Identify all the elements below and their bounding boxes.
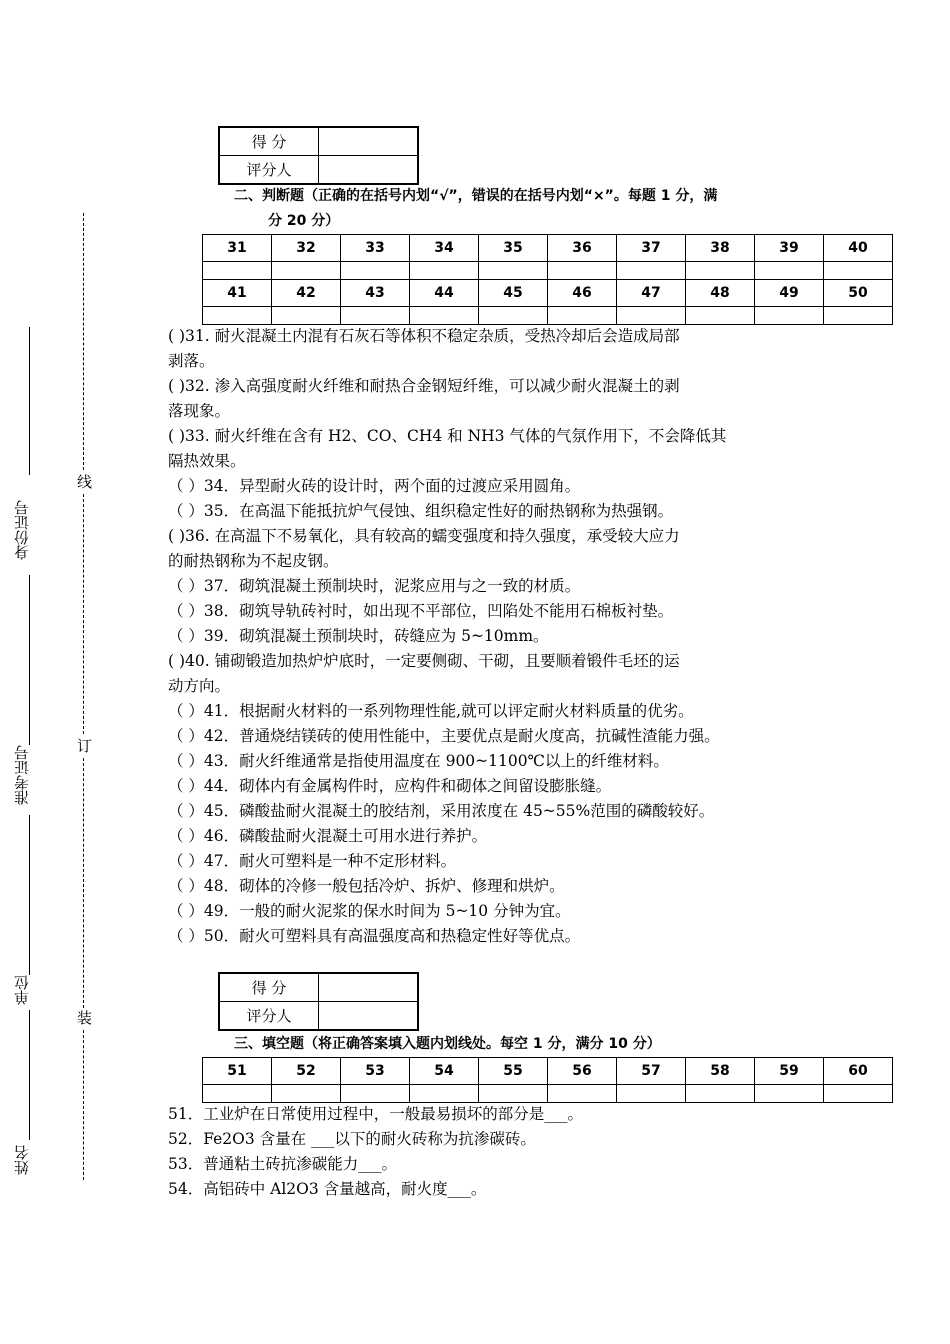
grid-number-cell: 34: [410, 235, 479, 262]
binding-mark-ding: 订: [75, 738, 93, 753]
section2-title-line2: 分 20 分）: [268, 213, 340, 229]
question-line: 动方向。: [168, 677, 231, 695]
grid-number-cell: 43: [341, 280, 410, 307]
question-line: （ ）44．砌体内有金属构件时，应构件和砌体之间留设膨胀缝。: [168, 777, 612, 795]
question-line: 52．Fe2O3 含量在 ___以下的耐火砖称为抗渗碳砖。: [168, 1130, 536, 1148]
score-label: 得 分: [219, 973, 319, 1002]
grid-answer-cell[interactable]: [203, 262, 272, 280]
grid-number-cell: 47: [617, 280, 686, 307]
grid-answer-cell[interactable]: [617, 1085, 686, 1103]
grid-number-cell: 38: [686, 235, 755, 262]
score-input[interactable]: [319, 973, 419, 1002]
grid-answer-cell[interactable]: [341, 262, 410, 280]
question-line: （ ）35．在高温下能抵抗炉气侵蚀、组织稳定性好的耐热钢称为热强钢。: [168, 502, 674, 520]
grid-number-cell: 57: [617, 1058, 686, 1085]
section2-title-line1: 二、判断题（正确的在括号内划“√”，错误的在括号内划“×”。每题 1 分，满: [234, 188, 718, 204]
binding-line-top: [83, 213, 84, 470]
section2-title: [234, 184, 717, 234]
grid-number-cell: 41: [203, 280, 272, 307]
grid-answer-cell[interactable]: [824, 1085, 893, 1103]
question-line: （ ）47．耐火可塑料是一种不定形材料。: [168, 852, 457, 870]
question-line: 隔热效果。: [168, 452, 246, 470]
grid-number-cell: 42: [272, 280, 341, 307]
binding-mark-zhuang: 装: [75, 1010, 93, 1025]
grid-answer-cell[interactable]: [410, 1085, 479, 1103]
grid-answer-cell[interactable]: [479, 1085, 548, 1103]
grid-number-cell: 40: [824, 235, 893, 262]
grid-answer-cell[interactable]: [755, 307, 824, 325]
grid-answer-cell[interactable]: [686, 262, 755, 280]
grid-number-cell: 54: [410, 1058, 479, 1085]
question-line: ( )31. 耐火混凝土内混有石灰石等体积不稳定杂质，受热冷却后会造成局部: [168, 327, 680, 345]
answer-grid-section3: [202, 1057, 893, 1103]
grader-label: 评分人: [219, 156, 319, 185]
question-line: （ ）46．磷酸盐耐火混凝土可用水进行养护。: [168, 827, 488, 845]
score-box-section3: [218, 972, 419, 1031]
score-box-section2: [218, 126, 419, 185]
question-line: 53．普通粘土砖抗渗碳能力___。: [168, 1155, 397, 1173]
grid-number-cell: 45: [479, 280, 548, 307]
grid-answer-cell[interactable]: [341, 1085, 410, 1103]
question-line: （ ）50．耐火可塑料具有高温强度高和热稳定性好等优点。: [168, 927, 581, 945]
grid-number-cell: 48: [686, 280, 755, 307]
id-number-label: 身份证号: [13, 500, 31, 560]
question-line: ( )40. 铺砌锻造加热炉炉底时，一定要侧砌、干砌，且要顺着锻件毛坯的运: [168, 652, 680, 670]
id-line-lower: [29, 575, 30, 745]
binding-line-mid1: [83, 494, 84, 734]
grid-answer-cell[interactable]: [548, 1085, 617, 1103]
question-line: 落现象。: [168, 402, 231, 420]
question-line: 51．工业炉在日常使用过程中，一般最易损坏的部分是___。: [168, 1105, 583, 1123]
grid-number-cell: 46: [548, 280, 617, 307]
grid-number-cell: 37: [617, 235, 686, 262]
question-line: （ ）34．异型耐火砖的设计时，两个面的过渡应采用圆角。: [168, 477, 581, 495]
question-line: （ ）45．磷酸盐耐火混凝土的胶结剂，采用浓度在 45~55%范围的磷酸较好。: [168, 802, 715, 820]
question-line: 54．高铝砖中 Al2O3 含量越高，耐火度___。: [168, 1180, 487, 1198]
grid-number-cell: 55: [479, 1058, 548, 1085]
grid-number-cell: 36: [548, 235, 617, 262]
question-line: （ ）49．一般的耐火泥浆的保水时间为 5~10 分钟为宜。: [168, 902, 571, 920]
grid-number-cell: 51: [203, 1058, 272, 1085]
grid-answer-cell[interactable]: [686, 1085, 755, 1103]
question-line: （ ）37．砌筑混凝土预制块时，泥浆应用与之一致的材质。: [168, 577, 581, 595]
unit-label: 单位: [13, 975, 31, 1005]
grid-answer-cell[interactable]: [203, 1085, 272, 1103]
grid-number-cell: 35: [479, 235, 548, 262]
grid-answer-cell[interactable]: [617, 262, 686, 280]
grid-number-cell: 59: [755, 1058, 824, 1085]
grid-answer-cell[interactable]: [341, 307, 410, 325]
binding-mark-line: 线: [75, 474, 93, 489]
grader-label: 评分人: [219, 1002, 319, 1031]
grader-input[interactable]: [319, 156, 419, 185]
score-label: 得 分: [219, 127, 319, 156]
grid-answer-cell[interactable]: [548, 262, 617, 280]
grid-answer-cell[interactable]: [272, 1085, 341, 1103]
grid-number-cell: 56: [548, 1058, 617, 1085]
grid-answer-cell[interactable]: [617, 307, 686, 325]
grid-answer-cell[interactable]: [755, 1085, 824, 1103]
question-line: （ ）48．砌体的冷修一般包括冷炉、拆炉、修理和烘炉。: [168, 877, 565, 895]
grid-answer-cell[interactable]: [272, 307, 341, 325]
grid-answer-cell[interactable]: [203, 307, 272, 325]
grid-answer-cell[interactable]: [272, 262, 341, 280]
question-line: ( )33. 耐火纤维在含有 H2、CO、CH4 和 NH3 气体的气氛作用下，不会降低其: [168, 427, 727, 445]
unit-line-lower: [29, 1010, 30, 1140]
question-line: （ ）43．耐火纤维通常是指使用温度在 900~1100℃以上的纤维材料。: [168, 752, 669, 770]
question-line: 的耐热钢称为不起皮钢。: [168, 552, 339, 570]
question-line: （ ）39．砌筑混凝土预制块时，砖缝应为 5~10mm。: [168, 627, 549, 645]
grid-number-cell: 39: [755, 235, 824, 262]
grid-answer-cell[interactable]: [479, 262, 548, 280]
question-line: （ ）38．砌筑导轨砖衬时，如出现不平部位，凹陷处不能用石棉板衬垫。: [168, 602, 674, 620]
score-input[interactable]: [319, 127, 419, 156]
exam-id-line-lower: [29, 815, 30, 975]
grid-number-cell: 32: [272, 235, 341, 262]
grid-number-cell: 50: [824, 280, 893, 307]
grid-number-cell: 53: [341, 1058, 410, 1085]
grid-answer-cell[interactable]: [824, 262, 893, 280]
question-line: ( )36. 在高温下不易氧化，具有较高的蠕变强度和持久强度，承受较大应力: [168, 527, 680, 545]
grid-number-cell: 58: [686, 1058, 755, 1085]
exam-id-label: 准考证号: [13, 745, 31, 805]
id-line: [29, 327, 30, 475]
grid-answer-cell[interactable]: [824, 307, 893, 325]
grid-number-cell: 52: [272, 1058, 341, 1085]
grader-input[interactable]: [319, 1002, 419, 1031]
grid-number-cell: 33: [341, 235, 410, 262]
grid-answer-cell[interactable]: [410, 307, 479, 325]
question-line: （ ）42．普通烧结镁砖的使用性能中，主要优点是耐火度高，抗碱性渣能力强。: [168, 727, 720, 745]
grid-answer-cell[interactable]: [479, 307, 548, 325]
grid-number-cell: 31: [203, 235, 272, 262]
question-line: 剥落。: [168, 352, 215, 370]
question-line: ( )32. 渗入高强度耐火纤维和耐热合金钢短纤维，可以减少耐火混凝土的剥: [168, 377, 680, 395]
grid-answer-cell[interactable]: [548, 307, 617, 325]
grid-answer-cell[interactable]: [410, 262, 479, 280]
binding-line-mid2: [83, 758, 84, 1008]
question-line: （ ）41．根据耐火材料的一系列物理性能,就可以评定耐火材料质量的优劣。: [168, 702, 694, 720]
grid-answer-cell[interactable]: [755, 262, 824, 280]
grid-number-cell: 60: [824, 1058, 893, 1085]
section3-title: 三、填空题（将正确答案填入题内划线处。每空 1 分，满分 10 分）: [234, 1036, 661, 1052]
binding-line-bottom: [83, 1030, 84, 1180]
grid-number-cell: 49: [755, 280, 824, 307]
grid-number-cell: 44: [410, 280, 479, 307]
name-label: 姓名: [13, 1145, 31, 1175]
grid-answer-cell[interactable]: [686, 307, 755, 325]
answer-grid-section2: [202, 234, 893, 325]
